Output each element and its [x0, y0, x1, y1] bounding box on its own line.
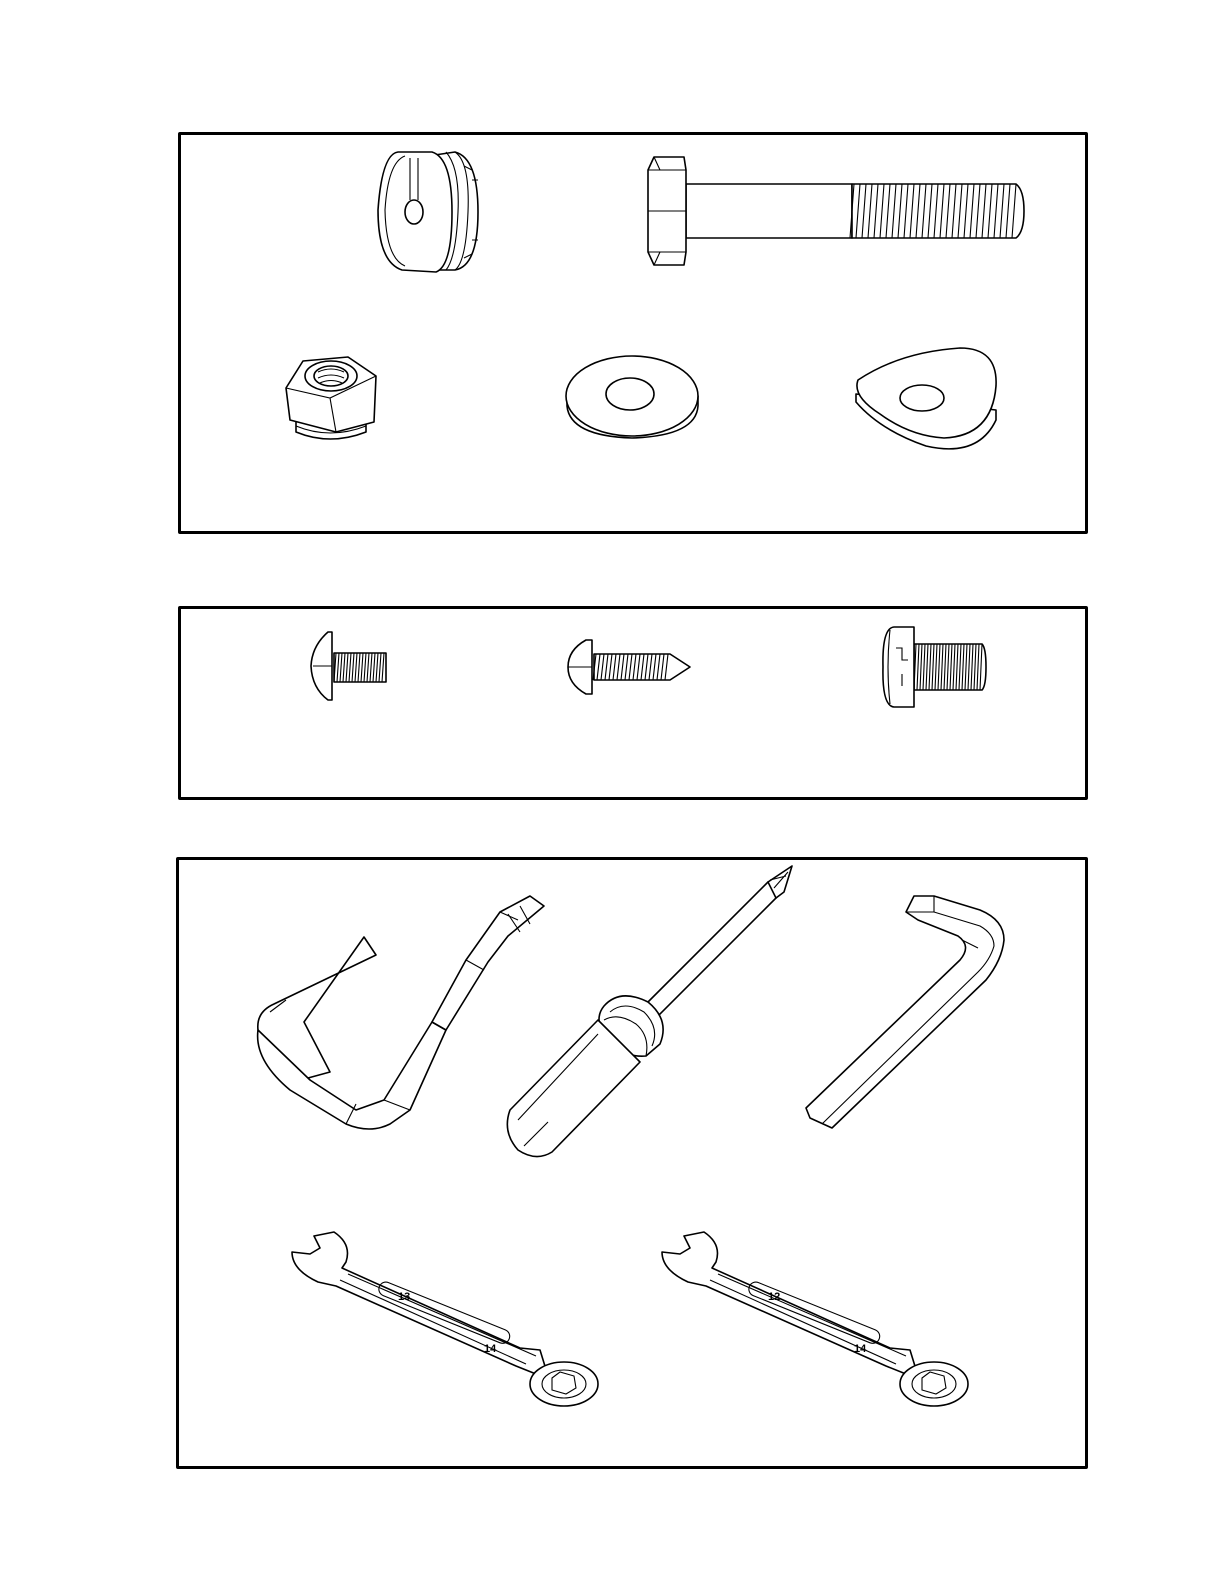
wrench-1-label-b: 14: [484, 1343, 497, 1355]
pan-head-tapping-screw-icon: [568, 640, 690, 694]
wrench-1-label-a: 13: [398, 1291, 411, 1303]
combination-wrench-2-icon: [662, 1232, 968, 1406]
hex-key-icon: [806, 896, 1004, 1128]
screwdriver-icon: [507, 866, 792, 1157]
wrench-2-label-a: 12: [768, 1291, 781, 1303]
teardrop-washer-icon: [856, 348, 996, 449]
nylon-lock-nut-icon: [286, 357, 376, 439]
slotted-eccentric-nut-icon: [378, 152, 478, 272]
combination-wrench-1-icon: [292, 1232, 598, 1406]
offset-screwdriver-icon: [258, 896, 544, 1129]
flat-washer-icon: [566, 356, 698, 438]
button-head-bolt-icon: [311, 632, 386, 700]
phillips-pan-head-bolt-icon: [883, 627, 986, 707]
wrench-2-label-b: 14: [854, 1343, 867, 1355]
hex-bolt-icon: [648, 157, 1024, 265]
